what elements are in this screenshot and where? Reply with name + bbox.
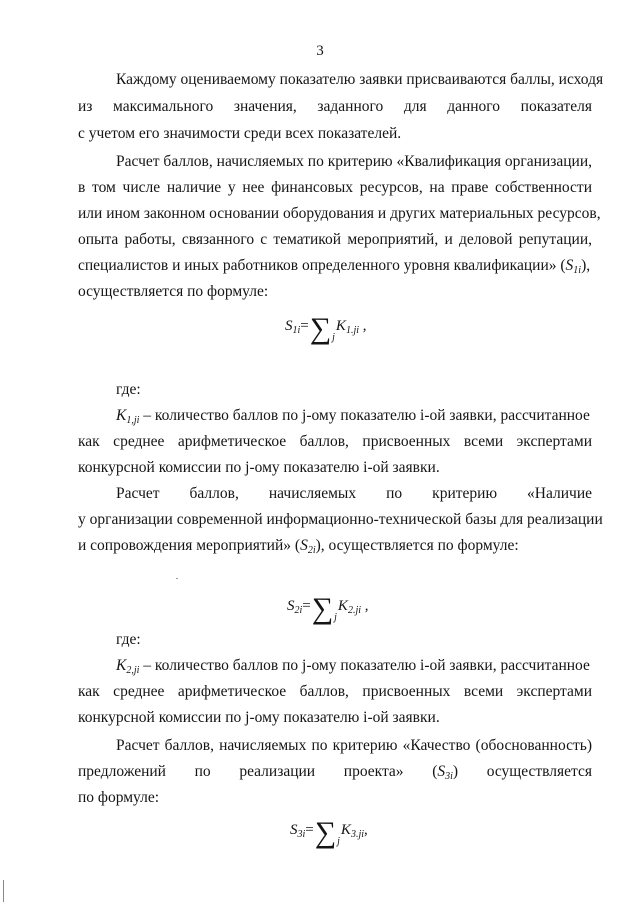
formula-tail: , xyxy=(359,318,367,334)
paragraph-3-line-2: у организации современной информационно-технической базы для реализации xyxy=(78,511,603,528)
equals-sign: = xyxy=(300,318,309,334)
sum-index: j xyxy=(337,836,340,847)
paragraph-1-line-3: с учетом его значимости среди всех показателей. xyxy=(78,125,402,142)
where-2-line-2: как среднее арифметическое баллов, присвоенных всеми экспертами xyxy=(78,683,592,700)
paragraph-4-line-1: Расчет баллов, начисляемых по критерию «Качество (обоснованность) xyxy=(116,737,592,754)
line-text-end: ), осуществляется по формуле: xyxy=(315,537,519,554)
line-text-end: ) осуществляется xyxy=(452,763,592,780)
where-1-line-1 xyxy=(116,406,592,431)
formula-s2i xyxy=(287,592,369,626)
sum-index: j xyxy=(332,332,335,343)
formula-k: $K_{3.ji}$ xyxy=(340,822,364,840)
line-text: специалистов и иных работников определенного уровня квалификации» ( xyxy=(78,257,566,274)
where-2-line-1 xyxy=(116,656,592,681)
where-2-line-3: конкурсной комиссии по j-ому показателю i-ой заявки. xyxy=(78,709,440,726)
where-label-2: где: xyxy=(116,631,141,648)
formula-s3i xyxy=(290,816,368,850)
paragraph-2-line-3: или ином законном основании оборудования и других материальных ресурсов, xyxy=(78,205,601,222)
paragraph-2-line-5 xyxy=(78,256,592,281)
formula-k: $K_{2.ji}$ xyxy=(337,598,361,616)
line-text: – количество баллов по j-ому показателю i-ой заявки, рассчитанное xyxy=(139,657,590,674)
formula-lhs: $S_{3i}$ xyxy=(290,822,306,840)
line-text-end: ), xyxy=(581,257,591,274)
paragraph-1-line-1: Каждому оцениваемому показателю заявки присваиваются баллы, исходя xyxy=(116,71,604,88)
sum-icon: ∑ xyxy=(311,592,334,625)
paragraph-2-line-6: осуществляется по формуле: xyxy=(78,283,269,300)
line-text: предложений по реализации проекта» ( xyxy=(78,763,438,780)
paragraph-1-line-2: из максимального значения, заданного для данного показателя xyxy=(78,98,592,115)
margin-mark xyxy=(3,880,4,902)
formula-lhs: $S_{2i}$ xyxy=(287,598,303,616)
sum-icon: ∑ xyxy=(314,816,337,849)
equals-sign: = xyxy=(305,822,314,838)
equals-sign: = xyxy=(302,598,311,614)
variable-s3i: $S_{3i}$ xyxy=(437,763,453,782)
line-text: и сопровождения мероприятий» ( xyxy=(78,537,301,554)
paragraph-2-line-1: Расчет баллов, начисляемых по критерию «Квалификация организации, xyxy=(116,153,592,170)
paragraph-4-line-2 xyxy=(78,762,592,787)
variable-s2i: $S_{2i}$ xyxy=(300,537,316,556)
formula-lhs: $S_{1i}$ xyxy=(285,318,301,336)
where-label-1: где: xyxy=(116,381,141,398)
paragraph-2-line-4: опыта работы, связанного с тематикой мероприятий, и деловой репутации, xyxy=(78,231,592,248)
sum-index: j xyxy=(334,612,337,623)
where-1-line-3: конкурсной комиссии по j-ому показателю i-ой заявки. xyxy=(78,459,440,476)
scan-speck xyxy=(176,578,178,579)
variable-s1i: $S_{1i}$ xyxy=(565,257,582,276)
paragraph-2-line-2: в том числе наличие у нее финансовых ресурсов, на праве собственности xyxy=(78,179,592,196)
paragraph-3-line-3 xyxy=(78,536,592,561)
where-1-line-2: как среднее арифметическое баллов, присвоенных всеми экспертами xyxy=(78,433,592,450)
formula-tail: , xyxy=(361,598,369,614)
formula-tail: , xyxy=(364,822,368,838)
variable-k1ji: $K_{1,ji}$ xyxy=(116,407,140,426)
sum-icon: ∑ xyxy=(309,312,332,345)
line-text: – количество баллов по j-ому показателю i-ой заявки, рассчитанное xyxy=(139,407,590,424)
formula-k: $K_{1.ji}$ xyxy=(335,318,359,336)
paragraph-4-line-3: по формуле: xyxy=(78,789,160,806)
page-number: 3 xyxy=(316,43,324,59)
paragraph-3-line-1: Расчет баллов, начисляемых по критерию «Наличие xyxy=(116,485,592,502)
variable-k2ji: $K_{2,ji}$ xyxy=(116,657,140,676)
formula-s1i xyxy=(285,312,367,346)
